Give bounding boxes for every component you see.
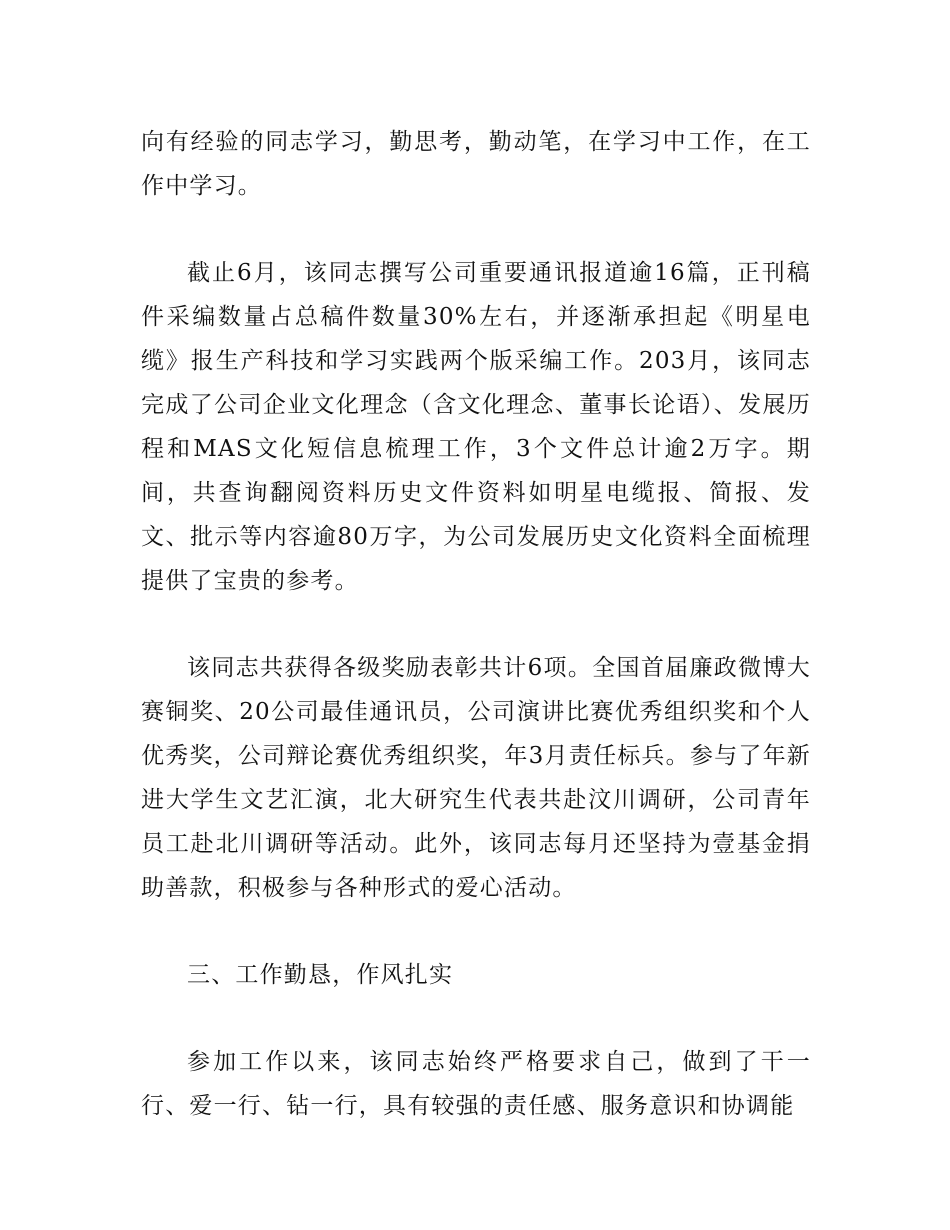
paragraph-awards: 该同志共获得各级奖励表彰共计6项。全国首届廉政微博大赛铜奖、20公司最佳通讯员，公司演讲比赛优秀组织奖和个人优秀奖，公司辩论赛优秀组织奖，年3月责任标兵。参与了年新进大学生文艺汇演，北大研究生代表共赴汶川调研，公司青年员工赴北川调研等活动。此外，该同志每月还坚持为壹基金捐助善款，积极参与各种形式的爱心活动。 (141, 655, 811, 901)
document-body (141, 120, 811, 1171)
paragraph-work-attitude: 参加工作以来，该同志始终严格要求自己，做到了干一行、爱一行、钻一行，具有较强的责任感、服务意识和协调能 (141, 1049, 811, 1119)
section-heading-work-style: 三、工作勤恳，作风扎实 (187, 962, 454, 988)
paragraph-learning: 向有经验的同志学习，勤思考，勤动笔，在学习中工作，在工作中学习。 (141, 129, 811, 199)
paragraph-reporting-work: 截止6月，该同志撰写公司重要通讯报道逾16篇，正刊稿件采编数量占总稿件数量30%左右，并逐渐承担起《明星电缆》报生产科技和学习实践两个版采编工作。203月，该同志完成了公司企业文化理念（含文化理念、董事长论语）、发展历程和MAS文化短信息梳理工作，3个文件总计逾2万字。期间，共查询翻阅资料历史文件资料如明星电缆报、简报、发文、批示等内容逾80万字，为公司发展历史文化资料全面梳理提供了宝贵的参考。 (141, 260, 811, 594)
